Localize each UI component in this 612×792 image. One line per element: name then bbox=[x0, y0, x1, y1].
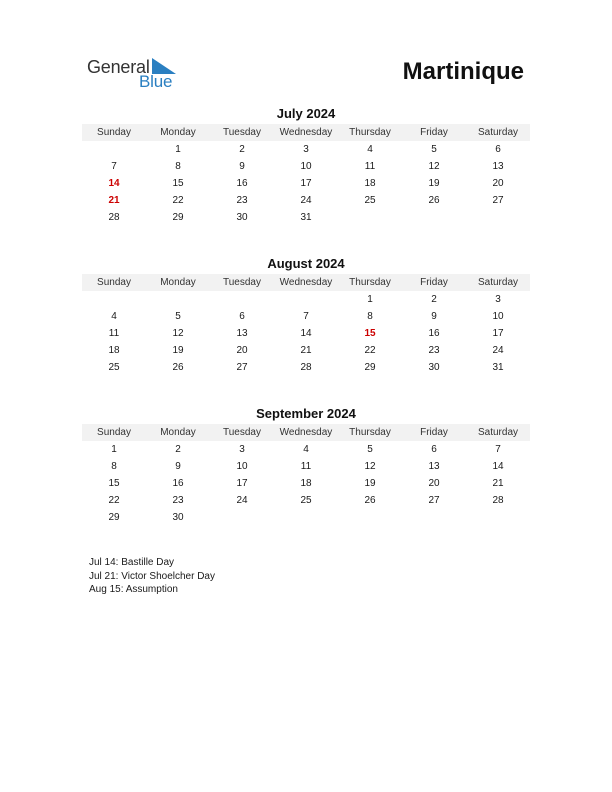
day-cell: 20 bbox=[236, 345, 248, 356]
day-cell: 1 bbox=[367, 294, 373, 305]
day-cell: 18 bbox=[364, 178, 376, 189]
weekday-header: Tuesday bbox=[210, 274, 274, 291]
day-cell: 9 bbox=[175, 461, 181, 472]
weekday-header: Friday bbox=[402, 124, 466, 141]
empty-cell bbox=[466, 209, 530, 226]
day-cell: 18 bbox=[108, 345, 120, 356]
logo-word-general: General bbox=[87, 57, 150, 77]
day-cell: 30 bbox=[428, 362, 440, 373]
day-cell: 28 bbox=[492, 495, 504, 506]
country-title: Martinique bbox=[402, 58, 524, 85]
month-grid bbox=[82, 274, 530, 376]
empty-cell bbox=[338, 209, 402, 226]
day-cell: 28 bbox=[108, 212, 120, 223]
month-title: August 2024 bbox=[267, 256, 345, 271]
day-cell: 9 bbox=[431, 311, 437, 322]
weekday-header: Wednesday bbox=[274, 424, 338, 441]
day-cell: 24 bbox=[300, 195, 312, 206]
day-cell: 31 bbox=[300, 212, 312, 223]
day-cell: 25 bbox=[364, 195, 376, 206]
day-cell: 19 bbox=[172, 345, 184, 356]
holiday-day-cell: 14 bbox=[108, 178, 120, 189]
general-blue-logo bbox=[86, 56, 196, 92]
weekday-header: Thursday bbox=[338, 274, 402, 291]
weekday-header: Monday bbox=[146, 424, 210, 441]
day-cell: 17 bbox=[492, 328, 504, 339]
day-cell: 12 bbox=[364, 461, 376, 472]
day-cell: 22 bbox=[364, 345, 376, 356]
day-cell: 12 bbox=[172, 328, 184, 339]
holiday-day-cell: 15 bbox=[364, 328, 376, 339]
weekday-header: Monday bbox=[146, 124, 210, 141]
day-cell: 13 bbox=[236, 328, 248, 339]
logo-word-blue: Blue bbox=[139, 72, 173, 91]
weekday-header: Wednesday bbox=[274, 274, 338, 291]
day-cell: 2 bbox=[431, 294, 437, 305]
holiday-note: Jul 21: Victor Shoelcher Day bbox=[89, 570, 215, 582]
day-cell: 4 bbox=[303, 444, 309, 455]
weekday-header: Wednesday bbox=[274, 124, 338, 141]
empty-cell bbox=[82, 291, 146, 308]
weekday-header: Thursday bbox=[338, 124, 402, 141]
day-cell: 7 bbox=[495, 444, 501, 455]
month-august bbox=[82, 256, 530, 376]
day-cell: 13 bbox=[428, 461, 440, 472]
day-cell: 22 bbox=[172, 195, 184, 206]
day-cell: 10 bbox=[492, 311, 504, 322]
month-title: September 2024 bbox=[256, 406, 356, 421]
day-cell: 25 bbox=[108, 362, 120, 373]
day-cell: 3 bbox=[495, 294, 501, 305]
day-cell: 29 bbox=[364, 362, 376, 373]
day-cell: 30 bbox=[236, 212, 248, 223]
holiday-note: Jul 14: Bastille Day bbox=[89, 557, 175, 568]
day-cell: 7 bbox=[303, 311, 309, 322]
empty-cell bbox=[146, 291, 210, 308]
day-cell: 16 bbox=[172, 478, 184, 489]
day-cell: 11 bbox=[300, 461, 312, 472]
day-cell: 26 bbox=[428, 195, 440, 206]
holiday-notes bbox=[89, 556, 215, 597]
day-cell: 24 bbox=[236, 495, 248, 506]
day-cell: 20 bbox=[428, 478, 440, 489]
holiday-note: Aug 15: Assumption bbox=[89, 584, 178, 595]
day-cell: 29 bbox=[172, 212, 184, 223]
holiday-day-cell: 21 bbox=[108, 195, 120, 206]
weekday-header: Saturday bbox=[466, 274, 530, 291]
weekday-header: Thursday bbox=[338, 424, 402, 441]
day-cell: 16 bbox=[428, 328, 440, 339]
weekday-header: Sunday bbox=[82, 424, 146, 441]
day-cell: 8 bbox=[111, 461, 117, 472]
day-cell: 23 bbox=[172, 495, 184, 506]
empty-cell bbox=[210, 291, 274, 308]
day-cell: 8 bbox=[367, 311, 373, 322]
empty-cell bbox=[210, 509, 274, 526]
empty-cell bbox=[274, 509, 338, 526]
day-cell: 14 bbox=[492, 461, 504, 472]
day-cell: 17 bbox=[236, 478, 248, 489]
day-cell: 11 bbox=[364, 161, 376, 172]
day-cell: 31 bbox=[492, 362, 504, 373]
day-cell: 21 bbox=[492, 478, 504, 489]
day-cell: 20 bbox=[492, 178, 504, 189]
day-cell: 6 bbox=[495, 144, 501, 155]
weekday-header: Friday bbox=[402, 424, 466, 441]
day-cell: 10 bbox=[300, 161, 312, 172]
weekday-header: Tuesday bbox=[210, 424, 274, 441]
day-cell: 12 bbox=[428, 161, 440, 172]
day-cell: 4 bbox=[367, 144, 373, 155]
weekday-header: Friday bbox=[402, 274, 466, 291]
day-cell: 2 bbox=[239, 144, 245, 155]
weekday-header: Tuesday bbox=[210, 124, 274, 141]
day-cell: 27 bbox=[492, 195, 504, 206]
day-cell: 11 bbox=[108, 328, 120, 339]
day-cell: 28 bbox=[300, 362, 312, 373]
day-cell: 22 bbox=[108, 495, 120, 506]
day-cell: 6 bbox=[239, 311, 245, 322]
day-cell: 27 bbox=[236, 362, 248, 373]
day-cell: 23 bbox=[428, 345, 440, 356]
day-cell: 3 bbox=[239, 444, 245, 455]
empty-cell bbox=[82, 141, 146, 158]
day-cell: 3 bbox=[303, 144, 309, 155]
empty-cell bbox=[274, 291, 338, 308]
day-cell: 25 bbox=[300, 495, 312, 506]
day-cell: 6 bbox=[431, 444, 437, 455]
empty-cell bbox=[402, 209, 466, 226]
weekday-header: Monday bbox=[146, 274, 210, 291]
day-cell: 19 bbox=[364, 478, 376, 489]
weekday-header: Sunday bbox=[82, 124, 146, 141]
day-cell: 30 bbox=[172, 512, 184, 523]
day-cell: 21 bbox=[300, 345, 312, 356]
day-cell: 2 bbox=[175, 444, 181, 455]
month-july bbox=[82, 106, 530, 226]
day-cell: 5 bbox=[175, 311, 181, 322]
day-cell: 4 bbox=[111, 311, 117, 322]
day-cell: 16 bbox=[236, 178, 248, 189]
day-cell: 9 bbox=[239, 161, 245, 172]
day-cell: 26 bbox=[364, 495, 376, 506]
weekday-header: Sunday bbox=[82, 274, 146, 291]
day-cell: 8 bbox=[175, 161, 181, 172]
day-cell: 18 bbox=[300, 478, 312, 489]
day-cell: 26 bbox=[172, 362, 184, 373]
day-cell: 7 bbox=[111, 161, 117, 172]
day-cell: 15 bbox=[172, 178, 184, 189]
day-cell: 1 bbox=[111, 444, 117, 455]
month-grid bbox=[82, 124, 530, 226]
day-cell: 17 bbox=[300, 178, 312, 189]
day-cell: 5 bbox=[367, 444, 373, 455]
day-cell: 24 bbox=[492, 345, 504, 356]
day-cell: 13 bbox=[492, 161, 504, 172]
month-grid bbox=[82, 424, 530, 526]
day-cell: 5 bbox=[431, 144, 437, 155]
day-cell: 1 bbox=[175, 144, 181, 155]
weekday-header: Saturday bbox=[466, 124, 530, 141]
day-cell: 23 bbox=[236, 195, 248, 206]
day-cell: 15 bbox=[108, 478, 120, 489]
month-title: July 2024 bbox=[276, 106, 336, 121]
day-cell: 19 bbox=[428, 178, 440, 189]
weekday-header: Saturday bbox=[466, 424, 530, 441]
day-cell: 29 bbox=[108, 512, 120, 523]
month-september bbox=[82, 406, 530, 526]
day-cell: 27 bbox=[428, 495, 440, 506]
empty-cell bbox=[338, 509, 402, 526]
day-cell: 14 bbox=[300, 328, 312, 339]
empty-cell bbox=[466, 509, 530, 526]
day-cell: 10 bbox=[236, 461, 248, 472]
empty-cell bbox=[402, 509, 466, 526]
